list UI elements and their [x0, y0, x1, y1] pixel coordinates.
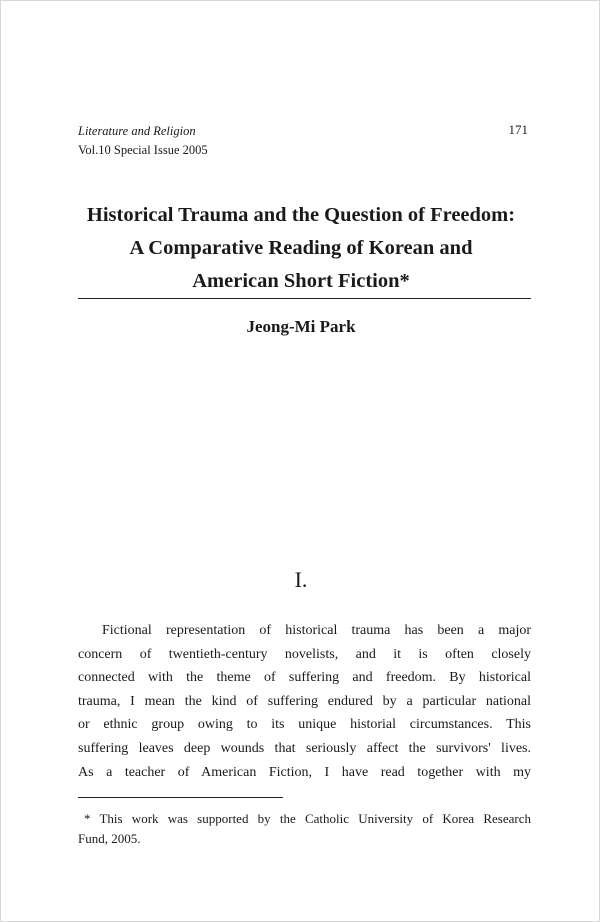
section-heading: I.	[294, 567, 308, 592]
footnote	[78, 809, 531, 849]
paragraph-line: suffering leaves deep wounds that seriously affect the survivors' lives.	[78, 740, 531, 756]
title-divider	[78, 298, 531, 299]
title-line: A Comparative Reading of Korean and	[129, 237, 473, 259]
paragraph-line: connected with the theme of suffering and freedom. By historical	[78, 670, 531, 686]
article-title	[61, 199, 541, 298]
footnote-divider	[78, 797, 283, 798]
paragraph-line: trauma, I mean the kind of suffering endured by a particular national	[78, 693, 531, 709]
paragraph-line: Fictional representation of historical trauma has been a major	[102, 623, 531, 638]
volume-issue: Vol.10 Special Issue 2005	[78, 143, 208, 157]
footnote-line: Fund, 2005.	[78, 831, 141, 846]
page-number: 171	[508, 122, 528, 137]
paragraph-line: concern of twentieth-century novelists, and it is often closely	[78, 646, 531, 662]
author-name: Jeong-Mi Park	[246, 317, 356, 336]
journal-name: Literature and Religion	[78, 124, 196, 138]
body-paragraph	[78, 619, 531, 784]
footnote-line: * This work was supported by the Catholic University of Korea Research	[84, 811, 531, 826]
paragraph-line: or ethnic group owing to its unique historial circumstances. This	[78, 717, 531, 733]
title-line: American Short Fiction*	[192, 270, 410, 292]
journal-header	[78, 122, 208, 160]
title-line: Historical Trauma and the Question of Freedom:	[86, 204, 516, 226]
paragraph-line: As a teacher of American Fiction, I have read together with my	[78, 764, 531, 780]
